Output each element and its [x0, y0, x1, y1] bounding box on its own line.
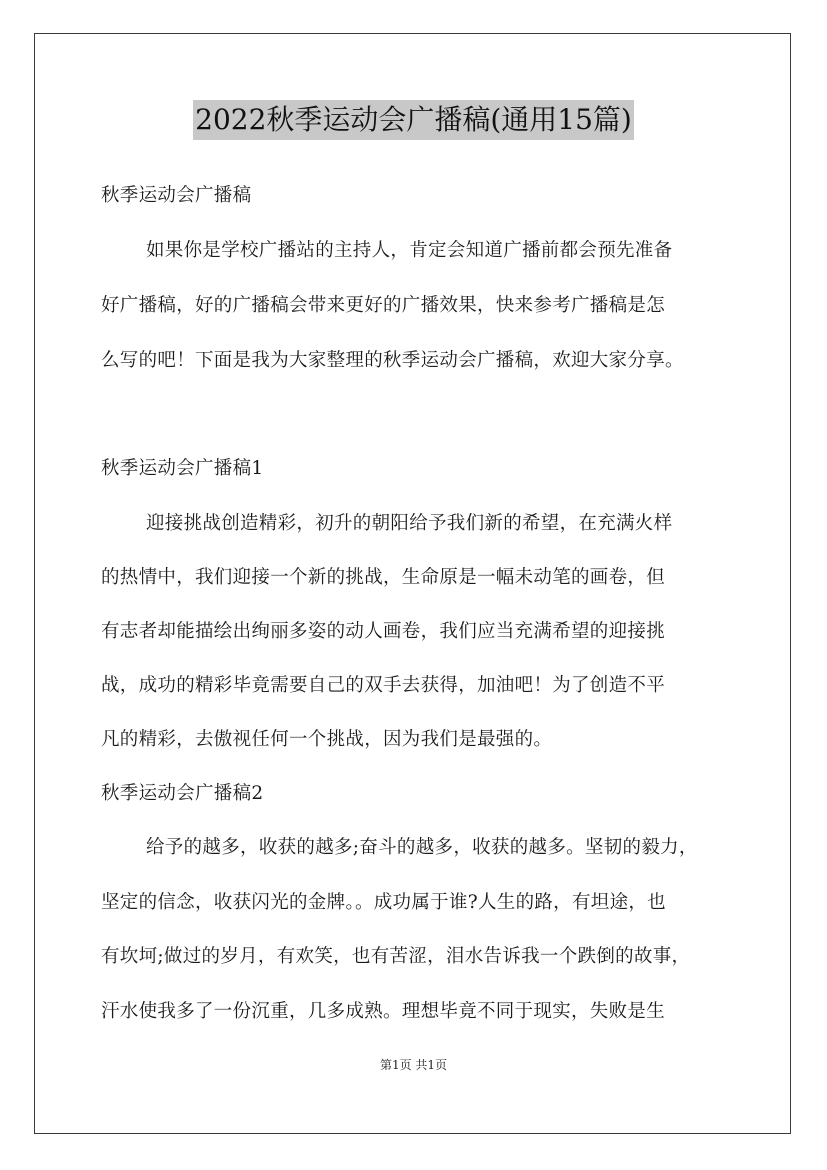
section-heading: 秋季运动会广播稿2	[101, 783, 264, 804]
paragraph-line: 坚定的信念，收获闪光的金牌。。成功属于谁?人生的路，有坦途，也	[101, 892, 666, 913]
paragraph-line: 给予的越多，收获的越多;奋斗的越多，收获的越多。坚韧的毅力，	[146, 837, 698, 858]
section-heading: 秋季运动会广播稿1	[101, 458, 264, 479]
paragraph-line: 好广播稿，好的广播稿会带来更好的广播效果，快来参考广播稿是怎	[101, 295, 666, 316]
paragraph-line: 战，成功的精彩毕竟需要自己的双手去获得，加油吧！为了创造不平	[101, 675, 666, 696]
page-footer: 第1页 共1页	[379, 1058, 448, 1072]
paragraph-line: 的热情中，我们迎接一个新的挑战，生命原是一幅未动笔的画卷，但	[101, 567, 666, 588]
paragraph-line: 汗水使我多了一份沉重，几多成熟。理想毕竟不同于现实，失败是生	[101, 1001, 666, 1022]
paragraph-line: 凡的精彩，去傲视任何一个挑战，因为我们是最强的。	[101, 729, 553, 750]
document-title: 2022秋季运动会广播稿(通用15篇)	[193, 100, 634, 140]
section-heading: 秋季运动会广播稿	[101, 185, 252, 206]
paragraph-line: 如果你是学校广播站的主持人，肯定会知道广播前都会预先准备	[146, 240, 673, 261]
paragraph-line: 有志者却能描绘出绚丽多姿的动人画卷，我们应当充满希望的迎接挑	[101, 621, 666, 642]
paragraph-line: 迎接挑战创造精彩，初升的朝阳给予我们新的希望，在充满火样	[146, 513, 673, 534]
paragraph-line: 么写的吧！下面是我为大家整理的秋季运动会广播稿，欢迎大家分享。	[101, 350, 684, 371]
paragraph-line: 有坎坷;做过的岁月，有欢笑，也有苦涩，泪水告诉我一个跌倒的故事，	[101, 946, 691, 967]
title-container	[0, 100, 827, 140]
